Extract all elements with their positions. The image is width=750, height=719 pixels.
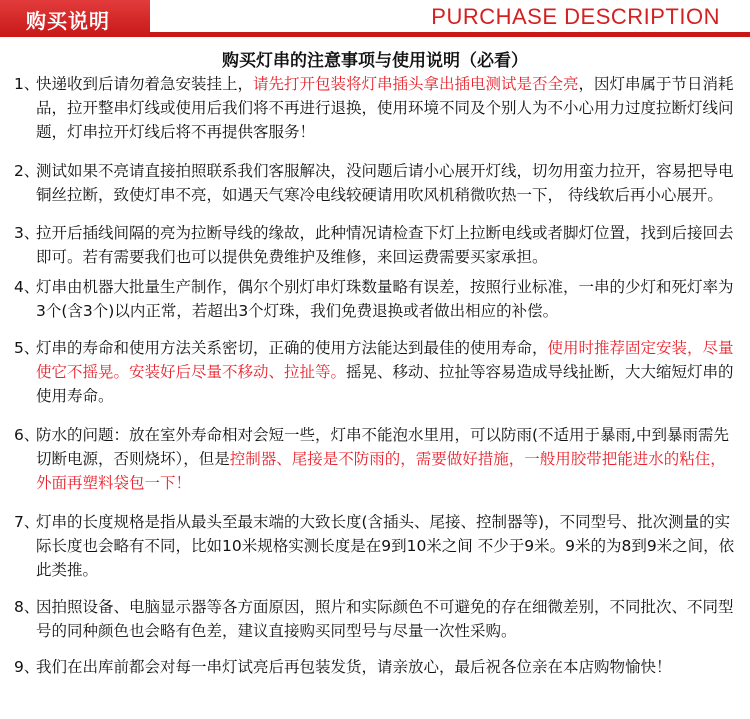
item-text: 灯串的长度规格是指从最头至最末端的大致长度(含插头、尾接、控制器等)，不同型号、批次测量的实际长度也会略有不同，比如10米规格实测长度是在9到10米之间 不少于9米。9米的为8到9米之间，依此类推。: [36, 513, 735, 579]
item-number: 2、: [14, 162, 40, 180]
item-number: 3、: [14, 224, 40, 242]
item-text: 测试如果不亮请直接拍照联系我们客服解决，没问题后请小心展开灯线，切勿用蛮力拉开，容易把导电铜丝拉断，致使灯串不亮，如遇天气寒冷电线较硬请用吹风机稍微吹热一下， 待线软后再小心展开。: [36, 162, 734, 204]
item-number: 1、: [14, 75, 40, 93]
item-text: 拉开后插线间隔的亮为拉断导线的缘故，此种情况请检查下灯上拉断电线或者脚灯位置，找到后接回去即可。若有需要我们也可以提供免费维护及维修，来回运费需要买家承担。: [36, 224, 734, 266]
list-item-8: [14, 595, 738, 643]
list-item-2: [14, 159, 738, 207]
item-text: 因拍照设备、电脑显示器等各方面原因，照片和实际颜色不可避免的存在细微差别，不同批次、不同型号的同种颜色也会略有色差，建议直接购买同型号与尽量一次性采购。: [36, 598, 734, 640]
header-tab: [0, 0, 150, 37]
list-item-3: [14, 221, 738, 269]
item-number: 4、: [14, 278, 40, 296]
item-number: 7、: [14, 513, 40, 531]
list-item-6: [14, 423, 738, 495]
item-number: 9、: [14, 658, 40, 676]
header-banner: [0, 0, 750, 37]
item-text: ，因灯串属于节日消耗品，拉开整串灯线或使用后我们将不再进行退换，使用环境不同及个别人为不小心用力过度拉断灯线问题，灯串拉开灯线后将不再提供客服务！: [36, 75, 734, 141]
list-item-7: [14, 510, 738, 582]
instructions-list: [14, 72, 738, 693]
list-item-1: [14, 72, 738, 144]
item-text: 快递收到后请勿着急安装挂上，: [36, 75, 254, 93]
item-number: 5、: [14, 339, 40, 357]
header-cn-label: 购买说明: [26, 9, 110, 33]
item-text: 灯串由机器大批量生产制作，偶尔个别灯串灯珠数量略有误差，按照行业标准，一串的少灯和死灯率为3个(含3个)以内正常，若超出3个灯珠，我们免费退换或者做出相应的补偿。: [36, 278, 734, 320]
item-highlight: 使用时推荐固定安装，尽量使它不摇晃。安装好后尽量不移动、拉扯等。: [36, 339, 734, 381]
list-item-4: [14, 275, 738, 323]
item-number: 8、: [14, 598, 40, 616]
header-en-label: PURCHASE DESCRIPTION: [431, 4, 720, 29]
list-item-5: [14, 336, 738, 408]
item-number: 6、: [14, 426, 40, 444]
list-item-9: [14, 655, 738, 679]
item-highlight: 控制器、尾接是不防雨的，需要做好措施，一般用胶带把能进水的粘住，外面再塑料袋包一下！: [36, 450, 726, 492]
page-title: 购买灯串的注意事项与使用说明（必看）: [222, 51, 528, 71]
item-text: 摇晃、移动、拉扯等容易造成导线扯断，大大缩短灯串的使用寿命。: [36, 363, 734, 405]
item-highlight: 请先打开包装将灯串插头拿出插电测试是否全亮: [253, 75, 579, 93]
header-rule: [150, 32, 750, 37]
item-text: 防水的问题：放在室外寿命相对会短一些，灯串不能泡水里用，可以防雨(不适用于暴雨,中到暴雨需先切断电源，否则烧坏），但是: [36, 426, 729, 468]
item-text: 我们在出库前都会对每一串灯试亮后再包装发货，请亲放心，最后祝各位亲在本店购物愉快！: [36, 658, 672, 676]
item-text: 灯串的寿命和使用方法关系密切，正确的使用方法能达到最佳的使用寿命，: [36, 339, 548, 357]
